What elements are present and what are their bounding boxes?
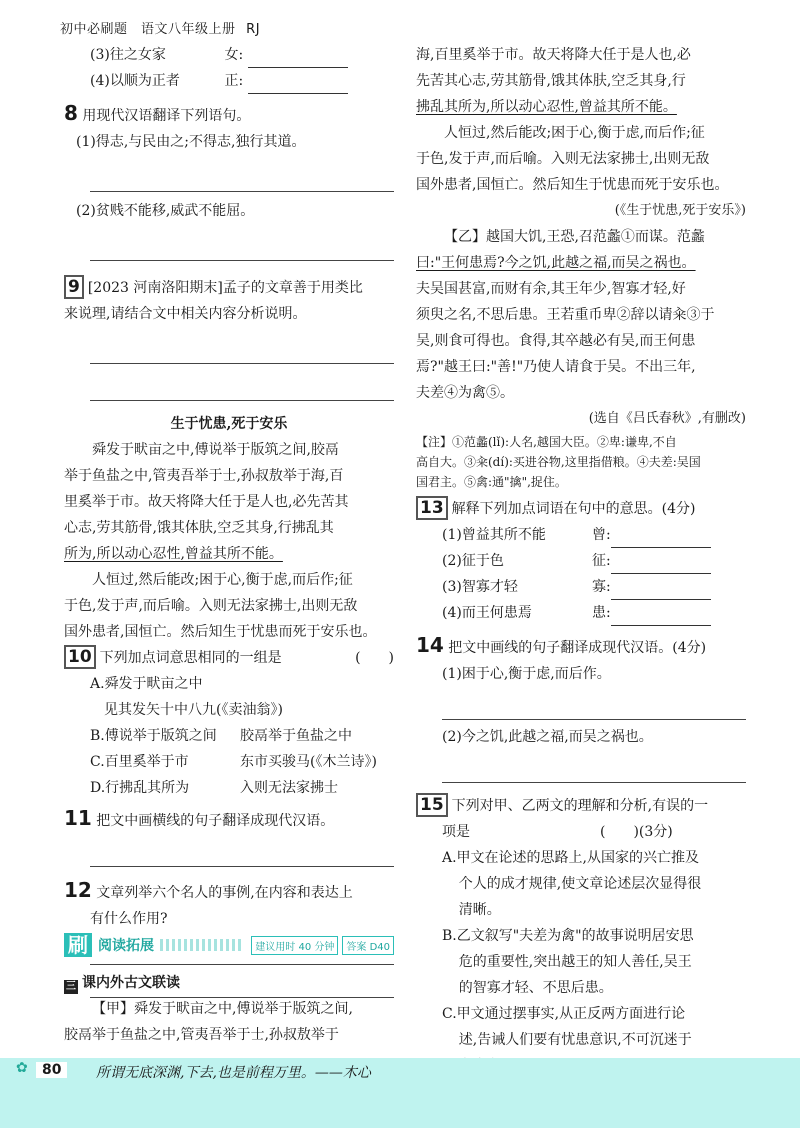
question-number: 11 — [64, 806, 92, 830]
q13-item: (2)征于色 征: — [416, 548, 746, 574]
leaf-icon: ✿ — [16, 1060, 28, 1076]
passage-title: 生于忧患,死于安乐 — [170, 416, 288, 432]
option: A.甲文在论述的思路上,从国家的兴亡推及 个人的成才规律,使文章论述层次显得很 清晰。 — [442, 850, 702, 918]
answer-blank[interactable] — [611, 533, 711, 548]
option: 见其发矢十中八九(《卖油翁》) — [90, 702, 283, 718]
jia-source: (《生于忧患,死于安乐》) — [614, 203, 746, 218]
question-14: 14 把文中画线的句子翻译成现代汉语。(4分) — [416, 633, 707, 657]
question-12: 12 文章列举六个名人的事例,在内容和表达上 — [64, 878, 353, 902]
question-number: 9 — [64, 275, 84, 299]
source-tag: [2023 河南洛阳期末] — [87, 280, 223, 296]
answer-line[interactable] — [90, 345, 394, 364]
edition-label: RJ — [246, 22, 261, 37]
reading-banner — [64, 932, 394, 958]
option: B.乙文叙写"夫差为禽"的故事说明居安思 危的重要性,突出越王的知人善任,吴王 的智寡才轻、不思后患。 — [442, 928, 694, 996]
left-column: (3)往之女家 女: (4)以顺为正者 正: 8 用现代汉语翻译下列语句。 (1)得志,与民由之;不得志,独行其道。 (2)贫贱不能移,威武不能屈。 9 [2023 河南洛阳期末]孟子的文章善于用类比 来说理,请结合文中相关内容分析说明。 生于忧患,死于安乐 舜发于畎亩之中,傅说举于版筑之间,胶鬲 举于鱼盐之中,管夷吾举于士,孙叔敖举于海,百 里奚举于市。故天将降大任于是人也,必先苦其 心志,劳其筋骨,饿其体肤,空乏其身,行拂乱其 所为,所以动心忍性,曾益其所不能。 人恒过,然后能改;困于心,衡于虑,而后作;征 于色,发于声,而后喻。入则无法家拂士,出则无敌 国外患者,国恒亡。然后知生于忧患而死于安乐也。 10 下列加点词意思相同的一组是 ( ) A.舜发于畎亩之中 见其发矢十中八九(《卖油翁》) B.傅说举于版筑之间 胶鬲举于鱼盐之中 C.百里奚举于市 东市买骏马(《木兰诗》) D.行拂乱其所为 入则无法家拂士 11 把文中画横线的句子翻译成现代汉语。 12 文章列举六个名人的事例,在内容和表达上 有什么作用? — [64, 42, 394, 998]
translation-item: (2)贫贱不能移,威武不能屈。 — [76, 203, 255, 219]
banner-logo: 刷 — [64, 933, 92, 957]
book-title: 初中必刷题 语文八年级上册 — [60, 22, 236, 37]
q7-item: (3)往之女家 女: — [64, 42, 394, 68]
q13-item: (4)而王何患焉 患: — [416, 600, 746, 626]
answer-line[interactable] — [442, 701, 746, 720]
q13-item: (1)曾益其所不能 曾: — [416, 522, 746, 548]
question-number: 15 — [416, 793, 448, 817]
question-10: 10 下列加点词意思相同的一组是 ( ) — [64, 645, 394, 671]
question-15: 15 下列对甲、乙两文的理解和分析,有误的一 — [416, 793, 746, 819]
answer-blank[interactable] — [611, 559, 711, 574]
time-tag: 建议用时 40 分钟 — [251, 936, 338, 955]
question-prompt: 来说理,请结合文中相关内容分析说明。 — [64, 306, 307, 322]
answer-line[interactable] — [90, 848, 394, 867]
answer-blank[interactable] — [248, 53, 348, 68]
question-13: 13 解释下列加点词语在句中的意思。(4分) — [416, 496, 746, 522]
yi-passage: 【乙】越国大饥,王恐,召范蠡①而谋。范蠡 曰:"王何患焉?今之饥,此越之福,而吴之祸也。 夫吴国甚富,而财有余,其王年少,智寡才轻,好 须臾之名,不思后患。王若重币卑②辞以请籴③于 吴,则食可得也。食得,其卒越必有吴,而王何患 焉?"越王曰:"善!"乃使人请食于吴。不出三年, 夫差④为禽⑤。 — [416, 229, 715, 401]
answer-blank[interactable] — [611, 611, 711, 626]
question-number: 14 — [416, 633, 444, 657]
answer-line[interactable] — [442, 764, 746, 783]
annotations: 【注】①范蠡(lǐ):人名,越国大臣。②卑:谦卑,不自 高自大。③籴(dí):买进谷物,这里指借粮。④夫差:吴国 国君主。⑤禽:通"擒",捉住。 — [416, 435, 701, 489]
answer-tag: 答案 D40 — [342, 936, 394, 955]
q7-item: (4)以顺为正者 正: — [64, 68, 394, 94]
page-header — [60, 18, 260, 37]
answer-paren[interactable]: ( )(3分) — [600, 824, 673, 840]
question-11: 11 把文中画横线的句子翻译成现代汉语。 — [64, 806, 335, 830]
answer-line[interactable] — [90, 242, 394, 261]
page-footer — [0, 1058, 800, 1128]
footer-motto: 所谓无底深渊,下去,也是前程万里。——木心 — [96, 1065, 371, 1081]
banner-title: 阅读拓展 — [98, 938, 154, 954]
option: A.舜发于畎亩之中 — [90, 676, 203, 692]
question-number: 12 — [64, 878, 92, 902]
answer-line[interactable] — [90, 173, 394, 192]
translation-item: (1)困于心,衡于虑,而后作。 — [442, 666, 611, 682]
option: D.行拂乱其所为 入则无法家拂士 — [90, 780, 338, 796]
answer-blank[interactable] — [248, 79, 348, 94]
answer-line[interactable] — [90, 382, 394, 401]
section-heading: 三 课内外古文联读 — [66, 975, 180, 992]
jia-passage: 海,百里奚举于市。故天将降大任于是人也,必 先苦其心志,劳其筋骨,饿其体肤,空乏其身,行 拂乱其所为,所以动心忍性,曾益其所不能。 人恒过,然后能改;困于心,衡于虑,而后作;征 于色,发于声,而后喻。入则无法家拂士,出则无敌 国外患者,国恒亡。然后知生于忧患而死于安乐也。 — [416, 47, 729, 193]
question-number: 8 — [64, 101, 78, 125]
question-9: 9 [2023 河南洛阳期末]孟子的文章善于用类比 — [64, 275, 394, 301]
answer-blank[interactable] — [611, 585, 711, 600]
translation-item: (1)得志,与民由之;不得志,独行其道。 — [76, 134, 306, 150]
option: C.甲文通过摆事实,从正反两方面进行论 述,告诫人们要有忧患意识,不可沉迷于 — [442, 1006, 692, 1048]
right-column: 海,百里奚举于市。故天将降大任于是人也,必 先苦其心志,劳其筋骨,饿其体肤,空乏其身,行 拂乱其所为,所以动心忍性,曾益其所不能。 人恒过,然后能改;困于心,衡于虑,而后作;征 于色,发于声,而后喻。入则无法家拂士,出则无敌 国外患者,国恒亡。然后知生于忧患而死于安乐也。 (《生于忧患,死于安乐》) 【乙】越国大饥,王恐,召范蠡①而谋。范蠡 曰:"王何患焉?今之饥,此越之福,而吴之祸也。 夫吴国甚富,而财有余,其王年少,智寡才轻,好 须臾之名,不思后患。王若重币卑②辞以请籴③于 吴,则食可得也。食得,其卒越必有吴,而王何患 焉?"越王曰:"善!"乃使人请食于吴。不出三年, 夫差④为禽⑤。 (选自《吕氏春秋》,有删改) 【注】①范蠡(lǐ):人名,越国大臣。②卑:谦卑,不自 高自大。③籴(dí):买进谷物,这里指借粮。④夫差:吴国 国君主。⑤禽:通"擒",捉住。 13 解释下列加点词语在句中的意思。(4分) (1)曾益其所不能 曾: (2)征于色 征: (3)智寡才轻 寡: (4)而王何患焉 患: 14 把文中画线的句子翻译成现代汉语。(4分) (1)困于心,衡于虑,而后作。 (2)今之饥,此越之福,而吴之祸也。 15 下列对甲、乙两文的理解和分析,有误的一 项是 ( )(3分) A.甲文在论述的思路上,从国家的兴亡推及 个人的成才规律,使文章论述层次显得很 清晰。 B.乙文叙写"夫差为禽"的故事说明居安思 危的重要性,突出越王的知人善任,吴王 的智寡才轻、不思后患。 C.甲文通过摆事实,从正反两方面进行论 述,告诫人们要有忧患意识,不可沉迷于 — [416, 42, 746, 1079]
option: B.傅说举于版筑之间 胶鬲举于鱼盐之中 — [90, 728, 352, 744]
option: C.百里奚举于市 东市买骏马(《木兰诗》) — [90, 754, 377, 770]
yi-source: (选自《吕氏春秋》,有删改) — [588, 411, 746, 426]
banner-pattern — [160, 939, 241, 951]
question-number: 13 — [416, 496, 448, 520]
answer-paren[interactable]: ( ) — [355, 650, 394, 666]
q13-item: (3)智寡才轻 寡: — [416, 574, 746, 600]
passage: 舜发于畎亩之中,傅说举于版筑之间,胶鬲 举于鱼盐之中,管夷吾举于士,孙叔敖举于海,百 里奚举于市。故天将降大任于是人也,必先苦其 心志,劳其筋骨,饿其体肤,空乏其身,行拂乱其 所为,所以动心忍性,曾益其所不能。 人恒过,然后能改;困于心,衡于虑,而后作;征 于色,发于声,而后喻。入则无法家拂士,出则无敌 国外患者,国恒亡。然后知生于忧患而死于安乐也。 — [64, 442, 377, 640]
jia-passage-start: 【甲】舜发于畎亩之中,傅说举于版筑之间, 胶鬲举于鱼盐之中,管夷吾举于士,孙叔敖举于 — [64, 1001, 353, 1043]
translation-item: (2)今之饥,此越之福,而吴之祸也。 — [442, 729, 653, 745]
question-number: 10 — [64, 645, 96, 669]
page-number: 80 — [36, 1062, 67, 1078]
section-icon: 三 — [66, 981, 76, 992]
question-8 — [64, 100, 394, 129]
question-prompt: 用现代汉语翻译下列语句。 — [82, 108, 251, 124]
